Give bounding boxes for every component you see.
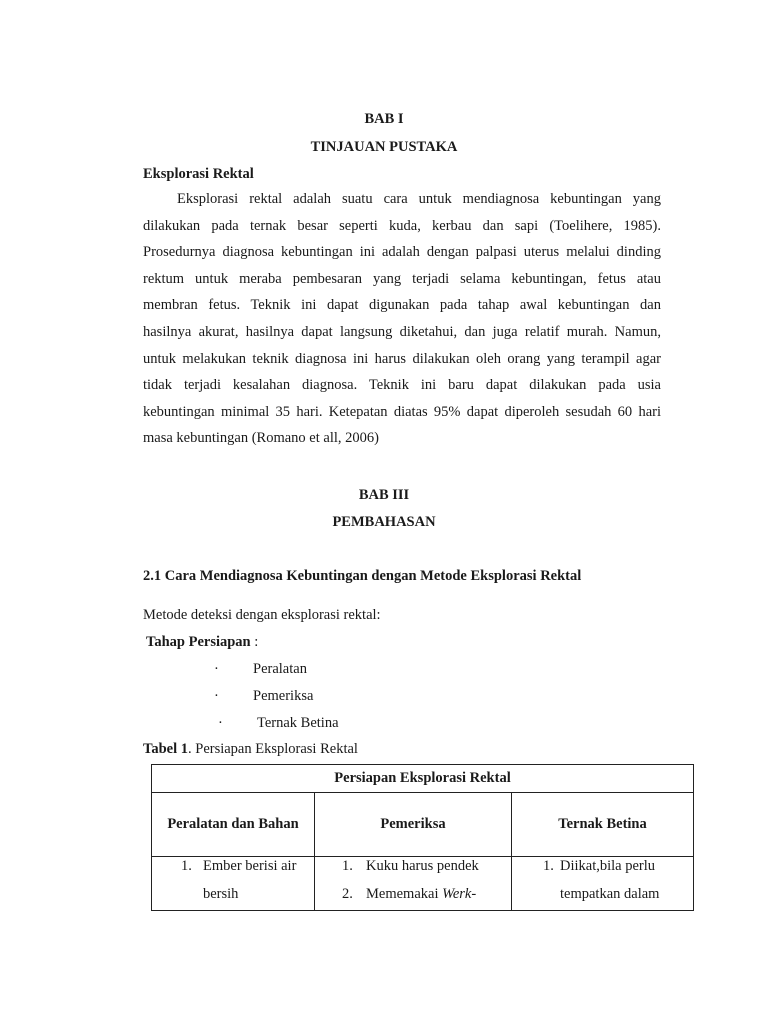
cell-text: Ember berisi air <box>203 858 297 874</box>
bab3-heading: BAB III <box>358 487 410 503</box>
bab1-paragraph <box>143 186 661 452</box>
tahap-label: Tahap Persiapan <box>146 634 251 650</box>
table-cell <box>512 857 694 911</box>
table-cell <box>315 857 512 911</box>
cell-text-italic: Werk- <box>442 886 477 902</box>
list-number: 2. <box>342 886 353 902</box>
list-number: 1. <box>543 858 554 874</box>
table-caption-label: Tabel 1 <box>143 741 188 757</box>
subsection-heading: 2.1 Cara Mendiagnosa Kebuntingan dengan Metode Eksplorasi Rektal <box>143 568 582 584</box>
cell-text: tempatkan dalam <box>560 886 660 902</box>
bullet-symbol: · <box>214 688 219 704</box>
paragraph-line: untuk melakukan teknik diagnosa ini harus dilakukan oleh orang yang terampil agar <box>143 350 661 367</box>
paragraph-line: kebuntingan minimal 35 hari. Ketepatan diatas 95% dapat diperoleh sesudah 60 hari <box>143 403 661 420</box>
persiapan-table <box>151 764 694 911</box>
table-title: Persiapan Eksplorasi Rektal <box>152 765 694 793</box>
paragraph-line: tidak terjadi kesalahan diagnosa. Teknik ini baru dapat dilakukan pada usia <box>143 377 661 394</box>
column-header: Peralatan dan Bahan <box>152 793 315 857</box>
column-header: Pemeriksa <box>315 793 512 857</box>
paragraph-line: Eksplorasi rektal adalah suatu cara untuk mendiagnosa kebuntingan yang <box>177 191 661 207</box>
tahap-colon: : <box>250 634 259 650</box>
intro-text: Metode deteksi dengan eksplorasi rektal: <box>143 607 381 623</box>
list-number: 1. <box>181 858 192 874</box>
paragraph-line: masa kebuntingan (Romano et all, 2006) <box>143 430 379 447</box>
bullet-symbol: · <box>218 715 223 731</box>
cell-text: Kuku harus pendek <box>366 858 479 874</box>
list-number: 1. <box>342 858 353 874</box>
bullet-item: Peralatan <box>253 661 307 677</box>
bab1-heading: BAB I <box>364 111 404 127</box>
bullet-item: Ternak Betina <box>257 715 339 731</box>
table-caption-text: . Persiapan Eksplorasi Rektal <box>188 741 358 757</box>
table-header-row <box>152 793 694 857</box>
paragraph-line: Prosedurnya diagnosa kebuntingan ini adalah dengan palpasi uterus melalui dinding <box>143 244 661 261</box>
cell-text: bersih <box>203 886 239 902</box>
bab3-title: PEMBAHASAN <box>332 514 436 530</box>
cell-text: Diikat,bila perlu <box>560 858 656 874</box>
table-title-row <box>152 765 694 793</box>
paragraph-line: dilakukan pada ternak besar seperti kuda, kerbau dan sapi (Toelihere, 1985). <box>143 217 661 234</box>
table-cell <box>152 857 315 911</box>
tahap-persiapan <box>146 633 258 651</box>
column-header: Ternak Betina <box>512 793 694 857</box>
bab1-title: TINJAUAN PUSTAKA <box>310 139 458 155</box>
bullet-item: Pemeriksa <box>253 688 314 704</box>
bullet-symbol: · <box>214 661 219 677</box>
paragraph-line: hasilnya akurat, hasilnya dapat langsung diketahui, dan juga relatif murah. Namun, <box>143 323 661 340</box>
table-caption <box>143 740 358 758</box>
cell-text <box>366 886 476 903</box>
section-heading: Eksplorasi Rektal <box>143 166 254 182</box>
paragraph-line: membran fetus. Teknik ini dapat digunakan pada tahap awal kebuntingan dan <box>143 297 661 314</box>
cell-text-prefix: Mememakai <box>366 886 443 902</box>
paragraph-line: rektum untuk meraba pembesaran yang terjadi selama kebuntingan, fetus atau <box>143 270 661 287</box>
table-row <box>152 857 694 911</box>
